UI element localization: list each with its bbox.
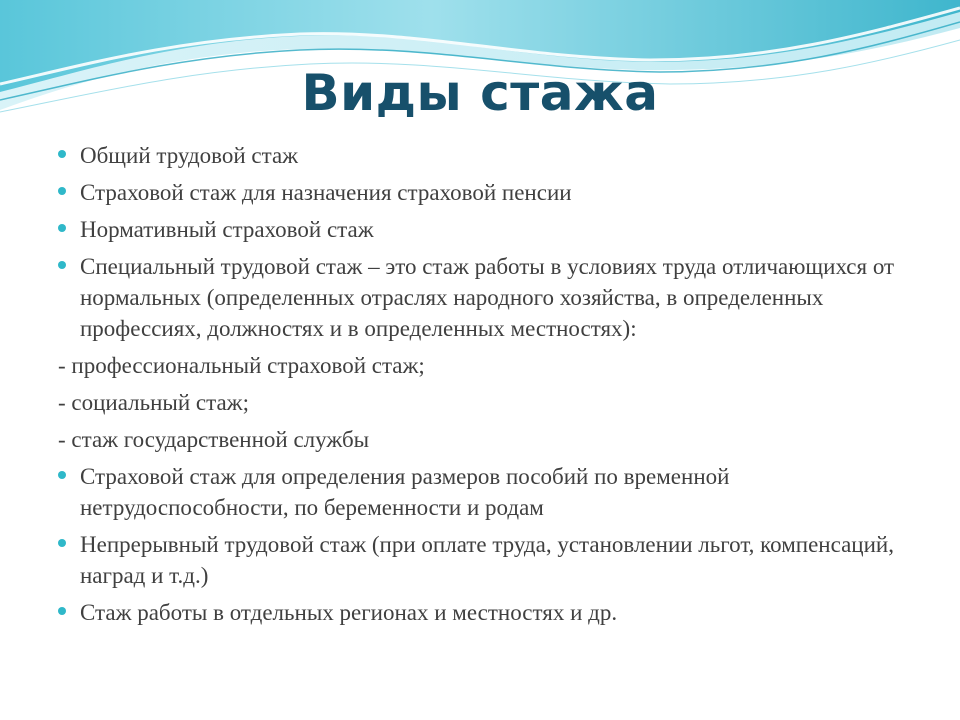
list-item xyxy=(58,214,918,245)
list-item-text: Общий трудовой стаж xyxy=(80,143,299,168)
list-item xyxy=(58,251,918,344)
list-item xyxy=(58,461,918,523)
list-item-text: Страховой стаж для назначения страховой пенсии xyxy=(80,180,572,205)
list-item-text: Непрерывный трудовой стаж (при оплате труда, установлении льгот, компенсаций, наград и т.д.) xyxy=(80,532,894,588)
bullet-list xyxy=(58,140,918,634)
sub-list-item xyxy=(58,424,918,455)
bullet-icon xyxy=(58,187,66,195)
list-item-text: Страховой стаж для определения размеров пособий по временной нетрудоспособности, по беременности и родам xyxy=(80,464,730,520)
list-item-text: Нормативный страховой стаж xyxy=(80,217,374,242)
list-item xyxy=(58,140,918,171)
bullet-icon xyxy=(58,150,66,158)
sub-list-item xyxy=(58,350,918,381)
bullet-icon xyxy=(58,224,66,232)
sub-list-item-text: - социальный стаж; xyxy=(58,390,249,415)
bullet-icon xyxy=(58,471,66,479)
page-title: Виды стажа xyxy=(301,64,659,122)
bullet-icon xyxy=(58,607,66,615)
list-item xyxy=(58,177,918,208)
list-item-text: Стаж работы в отдельных регионах и местностях и др. xyxy=(80,600,618,625)
list-item xyxy=(58,597,918,628)
list-item-text: Специальный трудовой стаж – это стаж работы в условиях труда отличающихся от нормальных (определенных отраслях народного хозяйства, в определенных профессиях, должностях и в определенных местностях): xyxy=(80,254,895,341)
list-item xyxy=(58,529,918,591)
sub-list-item-text: - стаж государственной службы xyxy=(58,427,370,452)
sub-list-item-text: - профессиональный страховой стаж; xyxy=(58,353,425,378)
sub-list-item xyxy=(58,387,918,418)
bullet-icon xyxy=(58,261,66,269)
bullet-icon xyxy=(58,539,66,547)
